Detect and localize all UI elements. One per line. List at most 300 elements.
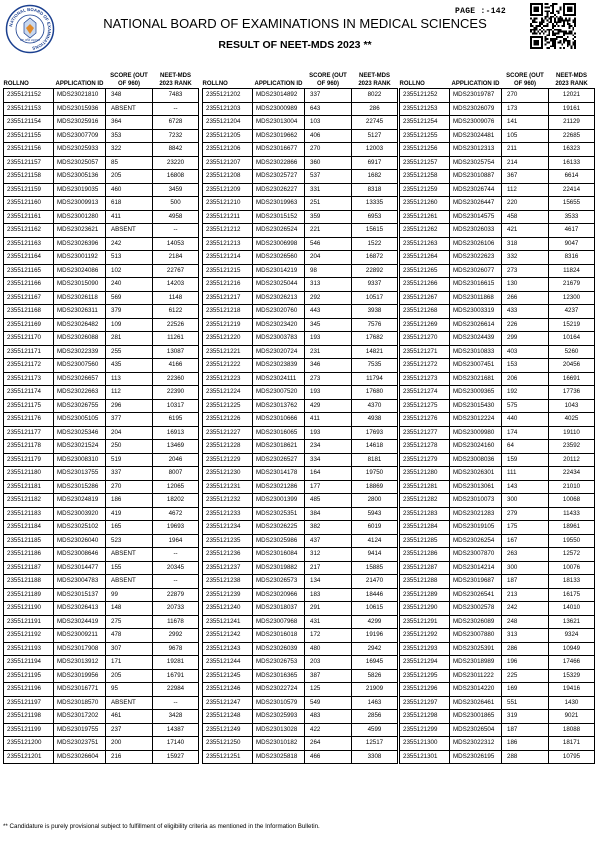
score-cell: 322 xyxy=(106,143,153,157)
application-id-cell: MDS23026040 xyxy=(54,534,106,548)
table-row xyxy=(203,426,398,440)
rank-cell: 14010 xyxy=(549,602,595,616)
score-cell: 431 xyxy=(305,615,352,629)
table-row xyxy=(400,224,595,238)
score-cell: 387 xyxy=(305,669,352,683)
rollno-cell: 2355121297 xyxy=(400,696,450,710)
rank-cell: 18133 xyxy=(549,575,595,589)
application-id-cell: MDS23007560 xyxy=(54,359,106,373)
rollno-cell: 2355121167 xyxy=(4,291,54,305)
rank-cell: 19550 xyxy=(549,534,595,548)
rank-cell: 22526 xyxy=(153,318,199,332)
rollno-cell: 2355121205 xyxy=(203,129,253,143)
application-id-cell: MDS23019963 xyxy=(253,197,305,211)
table-row xyxy=(4,386,199,400)
rank-cell: 17140 xyxy=(153,737,199,751)
application-id-cell: MDS23026524 xyxy=(253,224,305,238)
score-cell: 175 xyxy=(502,521,549,535)
rollno-cell: 2355121246 xyxy=(203,683,253,697)
application-id-cell: MDS23025044 xyxy=(253,278,305,292)
table-row xyxy=(203,669,398,683)
rollno-cell: 2355121255 xyxy=(400,129,450,143)
score-header: SCORE (OUT OF 960) xyxy=(506,73,544,87)
score-cell: 186 xyxy=(106,494,153,508)
application-id-cell: MDS23021286 xyxy=(253,480,305,494)
rank-cell: 3308 xyxy=(352,750,398,764)
rollno-cell: 2355121268 xyxy=(400,305,450,319)
rollno-cell: 2355121179 xyxy=(4,453,54,467)
rollno-cell: 2355121265 xyxy=(400,264,450,278)
rank-cell: 8022 xyxy=(352,89,398,103)
score-cell: 403 xyxy=(502,345,549,359)
score-cell: 319 xyxy=(502,710,549,724)
score-cell: 242 xyxy=(106,237,153,251)
score-cell: 546 xyxy=(305,237,352,251)
rank-cell: 2992 xyxy=(153,629,199,643)
table-row xyxy=(400,129,595,143)
rank-header: NEET-MDS 2023 RANK xyxy=(159,73,192,87)
application-id-cell: MDS23007709 xyxy=(54,129,106,143)
table-row xyxy=(203,332,398,346)
rollno-cell: 2355121274 xyxy=(400,386,450,400)
rollno-cell: 2355121189 xyxy=(4,588,54,602)
rollno-cell: 2355121214 xyxy=(203,251,253,265)
rank-cell: 12003 xyxy=(352,143,398,157)
application-id-cell: MDS23026077 xyxy=(450,264,502,278)
score-cell: ABSENT xyxy=(106,548,153,562)
rank-cell: 14203 xyxy=(153,278,199,292)
table-row xyxy=(4,129,199,143)
application-id-cell: MDS23007870 xyxy=(450,548,502,562)
table-row xyxy=(4,210,199,224)
table-row xyxy=(400,737,595,751)
score-cell: 466 xyxy=(305,750,352,764)
rank-cell: -- xyxy=(153,696,199,710)
rollno-cell: 2355121202 xyxy=(203,89,253,103)
rank-cell: 17680 xyxy=(352,386,398,400)
rollno-cell: 2355121272 xyxy=(400,359,450,373)
score-cell: 345 xyxy=(305,318,352,332)
rollno-cell: 2355121156 xyxy=(4,143,54,157)
rollno-cell: 2355121242 xyxy=(203,629,253,643)
table-row xyxy=(400,197,595,211)
score-cell: 217 xyxy=(305,561,352,575)
score-cell: 523 xyxy=(106,534,153,548)
score-cell: ABSENT xyxy=(106,224,153,238)
table-row xyxy=(203,588,398,602)
rollno-cell: 2355121155 xyxy=(4,129,54,143)
rollno-cell: 2355121234 xyxy=(203,521,253,535)
table-row xyxy=(203,683,398,697)
application-id-cell: MDS23009076 xyxy=(450,116,502,130)
rank-cell: 6019 xyxy=(352,521,398,535)
application-id-cell: MDS23024419 xyxy=(54,615,106,629)
table-row xyxy=(203,372,398,386)
table-row xyxy=(4,278,199,292)
table-row xyxy=(4,156,199,170)
rollno-cell: 2355121215 xyxy=(203,264,253,278)
rollno-cell: 2355121236 xyxy=(203,548,253,562)
application-id-cell: MDS23009211 xyxy=(54,629,106,643)
score-cell: 159 xyxy=(502,453,549,467)
score-cell: 113 xyxy=(106,372,153,386)
table-row xyxy=(4,588,199,602)
score-cell: 618 xyxy=(106,197,153,211)
rollno-cell: 2355121258 xyxy=(400,170,450,184)
application-id-cell: MDS23016065 xyxy=(253,426,305,440)
rank-cell: 14053 xyxy=(153,237,199,251)
application-id-cell: MDS23021681 xyxy=(450,372,502,386)
rank-cell: 16791 xyxy=(153,669,199,683)
score-cell: 519 xyxy=(106,453,153,467)
rollno-cell: 2355121238 xyxy=(203,575,253,589)
rank-cell: 8007 xyxy=(153,467,199,481)
table-row xyxy=(203,696,398,710)
score-cell: 382 xyxy=(305,521,352,535)
rank-cell: 4672 xyxy=(153,507,199,521)
rank-cell: 6614 xyxy=(549,170,595,184)
rollno-cell: 2355121299 xyxy=(400,723,450,737)
rank-cell: -- xyxy=(153,102,199,116)
rank-cell: 21909 xyxy=(352,683,398,697)
table-row xyxy=(400,453,595,467)
score-cell: 237 xyxy=(106,723,153,737)
rank-cell: 16175 xyxy=(549,588,595,602)
application-id-cell: MDS23026039 xyxy=(253,642,305,656)
score-cell: 433 xyxy=(502,305,549,319)
rank-cell: 10317 xyxy=(153,399,199,413)
score-cell: 300 xyxy=(502,494,549,508)
rollno-header: ROLLNO xyxy=(202,81,228,87)
application-id-cell: MDS23020966 xyxy=(253,588,305,602)
rank-cell: 5127 xyxy=(352,129,398,143)
table-row xyxy=(400,669,595,683)
rank-cell: 12021 xyxy=(549,89,595,103)
score-cell: 384 xyxy=(305,507,352,521)
rollno-cell: 2355121296 xyxy=(400,683,450,697)
score-cell: 153 xyxy=(502,359,549,373)
score-cell: 251 xyxy=(305,197,352,211)
rollno-cell: 2355121220 xyxy=(203,332,253,346)
table-row xyxy=(203,629,398,643)
rollno-cell: 2355121263 xyxy=(400,237,450,251)
score-cell: 141 xyxy=(502,116,549,130)
application-id-cell: MDS23010182 xyxy=(253,737,305,751)
application-id-cell: MDS23005136 xyxy=(54,170,106,184)
table-row xyxy=(203,291,398,305)
application-id-cell: MDS23025933 xyxy=(54,143,106,157)
rank-cell: 18961 xyxy=(549,521,595,535)
score-cell: 255 xyxy=(106,345,153,359)
application-id-cell: MDS23014219 xyxy=(253,264,305,278)
score-cell: 167 xyxy=(502,534,549,548)
results-table xyxy=(3,66,199,764)
table-row xyxy=(400,426,595,440)
score-cell: 458 xyxy=(502,210,549,224)
application-id-cell: MDS23016018 xyxy=(253,629,305,643)
score-cell: 643 xyxy=(305,102,352,116)
score-cell: 334 xyxy=(305,453,352,467)
rank-cell: 15885 xyxy=(352,561,398,575)
score-cell: 337 xyxy=(305,89,352,103)
rank-cell: 10517 xyxy=(352,291,398,305)
rollno-cell: 2355121208 xyxy=(203,170,253,184)
rank-cell: 11794 xyxy=(352,372,398,386)
score-cell: 205 xyxy=(106,170,153,184)
rollno-cell: 2355121266 xyxy=(400,278,450,292)
rank-cell: 16872 xyxy=(352,251,398,265)
rank-cell: 16945 xyxy=(352,656,398,670)
application-id-cell: MDS23018037 xyxy=(253,602,305,616)
application-id-cell: MDS23026573 xyxy=(253,575,305,589)
score-cell: 437 xyxy=(305,534,352,548)
rollno-cell: 2355121243 xyxy=(203,642,253,656)
score-cell: 483 xyxy=(305,710,352,724)
rank-cell: 4237 xyxy=(549,305,595,319)
rollno-cell: 2355121284 xyxy=(400,521,450,535)
table-row xyxy=(4,534,199,548)
table-row xyxy=(4,413,199,427)
score-cell: 485 xyxy=(305,494,352,508)
rollno-cell: 2355121224 xyxy=(203,386,253,400)
rank-cell: 14618 xyxy=(352,440,398,454)
rank-cell: 23592 xyxy=(549,440,595,454)
rank-cell: 16913 xyxy=(153,426,199,440)
table-row xyxy=(203,534,398,548)
rank-cell: 4025 xyxy=(549,413,595,427)
application-id-cell: MDS23026755 xyxy=(54,399,106,413)
score-cell: 266 xyxy=(502,291,549,305)
rollno-cell: 2355121209 xyxy=(203,183,253,197)
rollno-cell: 2355121196 xyxy=(4,683,54,697)
rank-cell: 12517 xyxy=(352,737,398,751)
application-id-cell: MDS23009365 xyxy=(450,386,502,400)
table-row xyxy=(400,210,595,224)
application-id-cell: MDS23022339 xyxy=(54,345,106,359)
score-cell: 203 xyxy=(305,656,352,670)
page-number: PAGE :-142 xyxy=(455,7,507,16)
rollno-cell: 2355121240 xyxy=(203,602,253,616)
application-id-cell: MDS23008310 xyxy=(54,453,106,467)
score-cell: 296 xyxy=(106,399,153,413)
rollno-cell: 2355121289 xyxy=(400,588,450,602)
table-row xyxy=(4,102,199,116)
table-row xyxy=(400,372,595,386)
rollno-header: ROLLNO xyxy=(399,81,425,87)
application-id-cell: MDS23026482 xyxy=(54,318,106,332)
score-cell: 270 xyxy=(502,89,549,103)
application-id-cell: MDS23025986 xyxy=(253,534,305,548)
score-cell: 313 xyxy=(305,278,352,292)
table-row xyxy=(4,683,199,697)
score-cell: 220 xyxy=(502,197,549,211)
table-row xyxy=(203,548,398,562)
table-row xyxy=(4,615,199,629)
rank-cell: 19693 xyxy=(153,521,199,535)
application-id-cell: MDS23024160 xyxy=(450,440,502,454)
table-row xyxy=(400,723,595,737)
score-cell: 569 xyxy=(106,291,153,305)
rank-cell: 12300 xyxy=(549,291,595,305)
score-cell: 99 xyxy=(106,588,153,602)
application-id-cell: MDS23023839 xyxy=(253,359,305,373)
table-row xyxy=(400,156,595,170)
table-row xyxy=(4,426,199,440)
application-id-cell: MDS23019787 xyxy=(450,89,502,103)
rank-cell: 10615 xyxy=(352,602,398,616)
rollno-cell: 2355121191 xyxy=(4,615,54,629)
application-id-cell: MDS23019662 xyxy=(253,129,305,143)
rollno-cell: 2355121178 xyxy=(4,440,54,454)
application-id-cell: MDS23016771 xyxy=(54,683,106,697)
application-id-header: APPLICATION ID xyxy=(254,81,303,87)
application-id-cell: MDS23020724 xyxy=(253,345,305,359)
rollno-cell: 2355121161 xyxy=(4,210,54,224)
table-row xyxy=(203,129,398,143)
application-id-cell: MDS23006998 xyxy=(253,237,305,251)
rollno-cell: 2355121210 xyxy=(203,197,253,211)
application-id-cell: MDS23003783 xyxy=(253,332,305,346)
rank-cell: 16808 xyxy=(153,170,199,184)
score-cell: 216 xyxy=(106,750,153,764)
rank-cell: 17682 xyxy=(352,332,398,346)
rollno-cell: 2355121278 xyxy=(400,440,450,454)
rank-cell: 19416 xyxy=(549,683,595,697)
rank-cell: 19750 xyxy=(352,467,398,481)
rank-header: NEET-MDS 2023 RANK xyxy=(555,73,588,87)
table-row xyxy=(203,102,398,116)
application-id-header: APPLICATION ID xyxy=(55,81,104,87)
table-row xyxy=(400,440,595,454)
table-row xyxy=(4,305,199,319)
table-row xyxy=(4,723,199,737)
score-cell: 95 xyxy=(106,683,153,697)
rollno-cell: 2355121153 xyxy=(4,102,54,116)
score-cell: ABSENT xyxy=(106,575,153,589)
rank-cell: 19161 xyxy=(549,102,595,116)
score-cell: 288 xyxy=(502,750,549,764)
rank-cell: 16323 xyxy=(549,143,595,157)
application-id-cell: MDS23026213 xyxy=(253,291,305,305)
rank-cell: -- xyxy=(153,575,199,589)
rollno-cell: 2355121206 xyxy=(203,143,253,157)
rank-cell: 6728 xyxy=(153,116,199,130)
score-cell: 205 xyxy=(106,669,153,683)
application-id-cell: MDS23010579 xyxy=(253,696,305,710)
rollno-cell: 2355121199 xyxy=(4,723,54,737)
application-id-cell: MDS23017908 xyxy=(54,642,106,656)
score-cell: 105 xyxy=(502,129,549,143)
application-id-cell: MDS23026195 xyxy=(450,750,502,764)
table-row xyxy=(203,305,398,319)
application-id-cell: MDS23014477 xyxy=(54,561,106,575)
rank-cell: 5826 xyxy=(352,669,398,683)
score-cell: 292 xyxy=(305,291,352,305)
rollno-cell: 2355121233 xyxy=(203,507,253,521)
table-row xyxy=(4,656,199,670)
rollno-cell: 2355121216 xyxy=(203,278,253,292)
table-row xyxy=(203,386,398,400)
application-id-cell: MDS23026311 xyxy=(54,305,106,319)
score-cell: 183 xyxy=(305,588,352,602)
application-id-cell: MDS23007968 xyxy=(253,615,305,629)
application-id-cell: MDS23018570 xyxy=(54,696,106,710)
rollno-cell: 2355121290 xyxy=(400,602,450,616)
rollno-cell: 2355121294 xyxy=(400,656,450,670)
rollno-cell: 2355121239 xyxy=(203,588,253,602)
score-cell: 275 xyxy=(106,615,153,629)
score-cell: 411 xyxy=(106,210,153,224)
table-row xyxy=(203,143,398,157)
application-id-cell: MDS23001399 xyxy=(253,494,305,508)
table-row xyxy=(400,102,595,116)
rollno-cell: 2355121166 xyxy=(4,278,54,292)
rollno-header: ROLLNO xyxy=(3,81,29,87)
rollno-cell: 2355121229 xyxy=(203,453,253,467)
application-id-cell: MDS23015152 xyxy=(253,210,305,224)
application-id-cell: MDS23026396 xyxy=(54,237,106,251)
rollno-cell: 2355121200 xyxy=(4,737,54,751)
table-row xyxy=(400,750,595,764)
application-id-cell: MDS23026753 xyxy=(253,656,305,670)
application-id-cell: MDS23017202 xyxy=(54,710,106,724)
rollno-cell: 2355121159 xyxy=(4,183,54,197)
score-cell: 225 xyxy=(502,669,549,683)
score-cell: 281 xyxy=(106,332,153,346)
application-id-cell: MDS23026227 xyxy=(253,183,305,197)
rank-cell: 4599 xyxy=(352,723,398,737)
application-id-cell: MDS23002578 xyxy=(450,602,502,616)
rollno-cell: 2355121261 xyxy=(400,210,450,224)
application-id-cell: MDS23015936 xyxy=(54,102,106,116)
table-row xyxy=(400,710,595,724)
rollno-cell: 2355121173 xyxy=(4,372,54,386)
score-cell: 549 xyxy=(305,696,352,710)
table-row xyxy=(4,629,199,643)
score-cell: 196 xyxy=(502,656,549,670)
score-cell: 234 xyxy=(305,440,352,454)
rank-cell: 4124 xyxy=(352,534,398,548)
application-id-cell: MDS23013755 xyxy=(54,467,106,481)
application-id-cell: MDS23003319 xyxy=(450,305,502,319)
table-row xyxy=(203,615,398,629)
table-row xyxy=(203,318,398,332)
table-row xyxy=(400,399,595,413)
rollno-cell: 2355121217 xyxy=(203,291,253,305)
table-row xyxy=(203,170,398,184)
table-row xyxy=(203,156,398,170)
score-cell: ABSENT xyxy=(106,696,153,710)
score-cell: 134 xyxy=(305,575,352,589)
rollno-cell: 2355121223 xyxy=(203,372,253,386)
score-cell: 312 xyxy=(305,548,352,562)
rollno-cell: 2355121228 xyxy=(203,440,253,454)
rank-cell: 500 xyxy=(153,197,199,211)
application-id-cell: MDS23026089 xyxy=(450,615,502,629)
application-id-cell: MDS23012313 xyxy=(450,143,502,157)
table-row xyxy=(4,197,199,211)
application-id-cell: MDS23025346 xyxy=(54,426,106,440)
rollno-cell: 2355121288 xyxy=(400,575,450,589)
rollno-cell: 2355121157 xyxy=(4,156,54,170)
table-row xyxy=(400,534,595,548)
rank-cell: 11433 xyxy=(549,507,595,521)
rollno-cell: 2355121292 xyxy=(400,629,450,643)
application-id-cell: MDS23007520 xyxy=(253,386,305,400)
rollno-cell: 2355121174 xyxy=(4,386,54,400)
score-cell: 291 xyxy=(305,602,352,616)
application-id-cell: MDS23013061 xyxy=(450,480,502,494)
